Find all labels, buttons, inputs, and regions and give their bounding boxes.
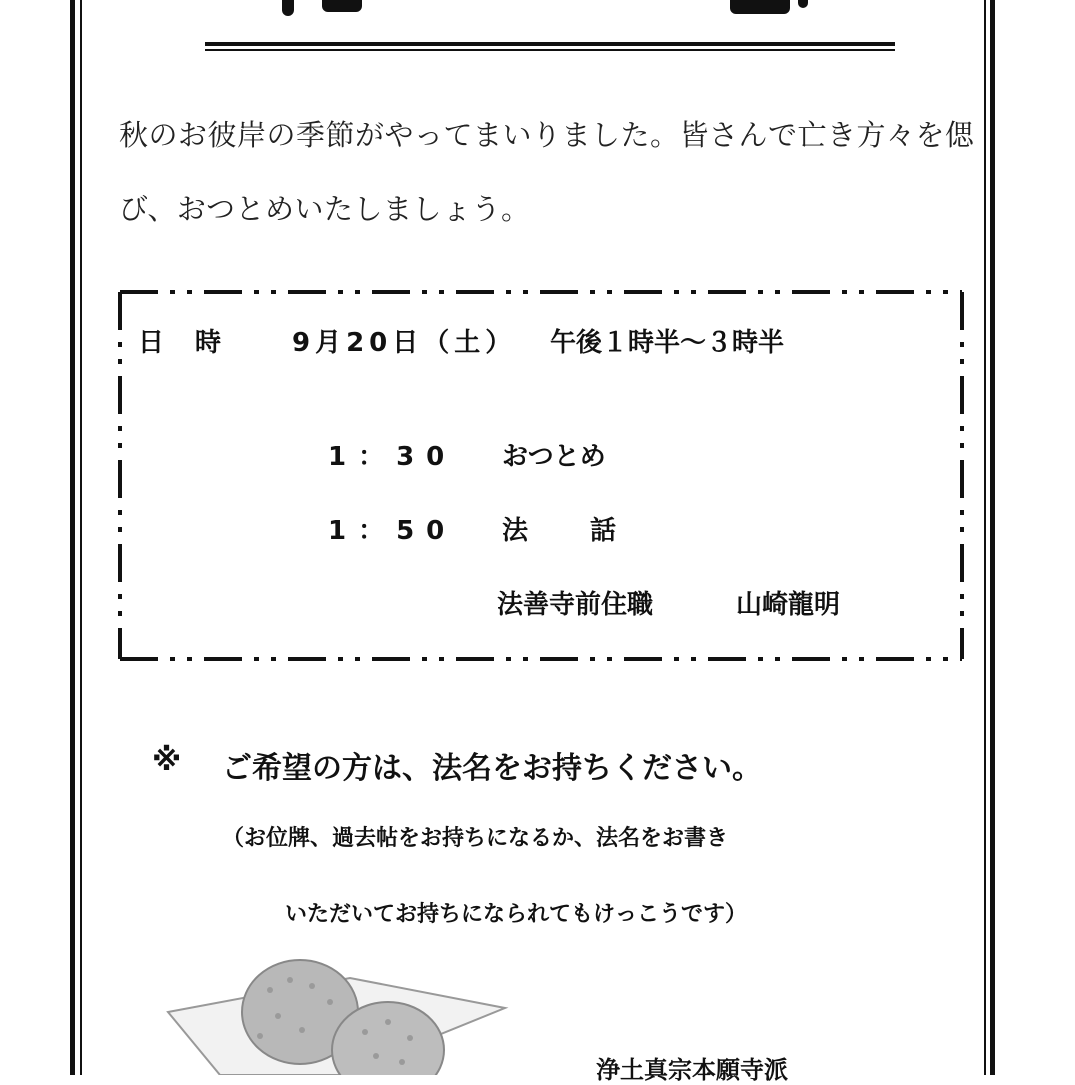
schedule-event-1: おつとめ [502, 442, 606, 472]
note-main: ご希望の方は、法名をお持ちください。 [222, 751, 762, 786]
speaker-title: 法善寺前住職 [497, 590, 654, 620]
note-sub-line-2: いただいてお持ちになられてもけっこうです） [285, 902, 748, 927]
note-sub-line-1: （お位牌、過去帖をお持ちになるか、法名をお書き [222, 826, 729, 851]
intro-line-2: び、おつとめいたしましょう。 [119, 192, 531, 226]
label-day: 日 [138, 328, 165, 358]
intro-line-1: 秋のお彼岸の季節がやってまいりました。皆さんで亡き方々を偲 [119, 118, 975, 152]
label-time: 時 [195, 328, 222, 358]
schedule-event-2a: 法 [502, 516, 529, 546]
schedule-time-2: 1：50 [328, 516, 457, 546]
organization-name: 浄土真宗本願寺派 [596, 1056, 788, 1084]
schedule-time-1: 1：30 [328, 442, 457, 472]
speaker-name: 山崎龍明 [736, 590, 841, 620]
event-time-range: 午後１時半～３時半 [550, 328, 785, 358]
schedule-event-2b: 話 [590, 516, 617, 546]
note-mark: ※ [152, 743, 182, 778]
event-date: 9月20日（土） [292, 328, 517, 358]
ohagi-illustration [160, 950, 520, 1075]
